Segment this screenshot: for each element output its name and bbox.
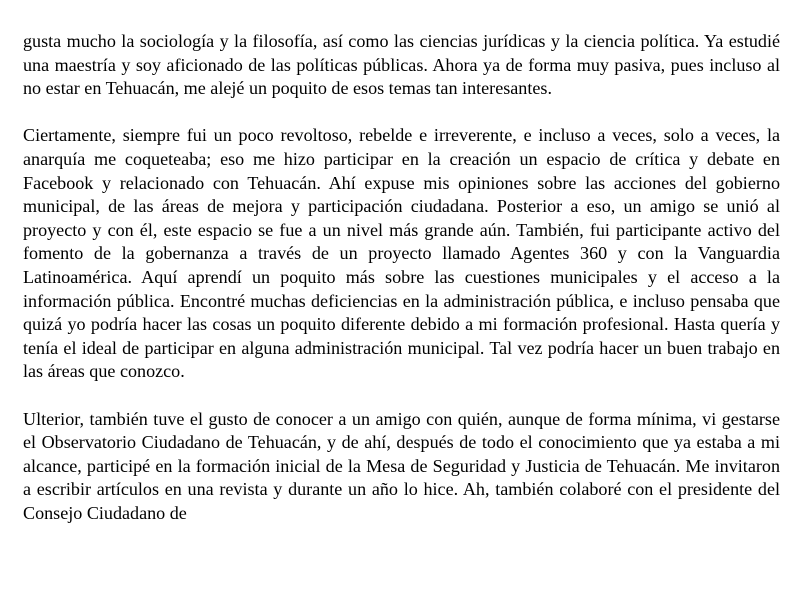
- paragraph-2: Ciertamente, siempre fui un poco revoltoso, rebelde e irreverente, e incluso a veces, solo a veces, la anarquía me coqueteaba; eso me hizo participar en la creación un espacio de crítica y debate en Facebook y relacionado con Tehuacán. Ahí expuse mis opiniones sobre las acciones del gobierno municipal, de las áreas de mejora y participación ciudadana. Posterior a eso, un amigo se unió al proyecto y con él, este espacio se fue a un nivel más grande aún. También, fui participante activo del fomento de la gobernanza a través de un proyecto llamado Agentes 360 y con la Vanguardia Latinoamérica. Aquí aprendí un poquito más sobre las cuestiones municipales y el acceso a la información pública. Encontré muchas deficiencias en la administración pública, e incluso pensaba que quizá yo podría hacer las cosas un poquito diferente debido a mi formación profesional. Hasta quería y tenía el ideal de participar en alguna administración municipal. Tal vez podría hacer un buen trabajo en las áreas que conozco.: [23, 125, 780, 382]
- paragraph-3: Ulterior, también tuve el gusto de conocer a un amigo con quién, aunque de forma mínima, vi gestarse el Observatorio Ciudadano de Tehuacán, y de ahí, después de todo el conocimiento que ya estaba a mi alcance, participé en la formación inicial de la Mesa de Seguridad y Justicia de Tehuacán. Me invitaron a escribir artículos en una revista y durante un año lo hice. Ah, también colaboré con el presidente del Consejo Ciudadano de: [23, 408, 780, 523]
- paragraph-1: gusta mucho la sociología y la filosofía, así como las ciencias jurídicas y la ciencia política. Ya estudié una maestría y soy aficionado de las políticas públicas. Ahora ya de forma muy pasiva, pues incluso al no estar en Tehuacán, me alejé un poquito de esos temas tan interesantes.: [23, 31, 780, 99]
